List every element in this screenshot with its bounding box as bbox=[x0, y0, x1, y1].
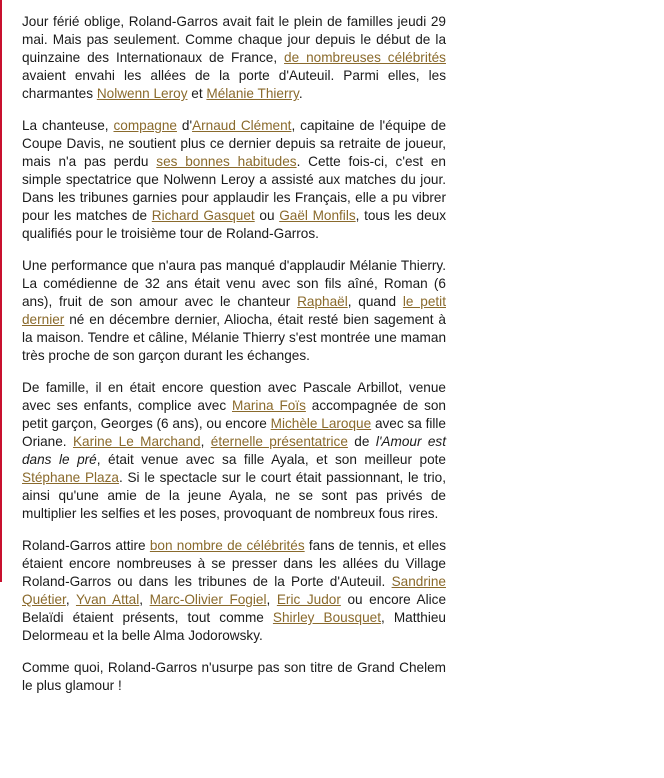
link-le-petit-dernier[interactable]: le petit dernier bbox=[22, 294, 446, 327]
link-eric-judor[interactable]: Eric Judor bbox=[276, 592, 341, 607]
link-gael-monfils[interactable]: Gaël Monfils bbox=[279, 208, 356, 223]
link-marc-olivier-fogiel[interactable]: Marc-Olivier Fogiel bbox=[149, 592, 267, 607]
paragraph-3 bbox=[22, 257, 446, 365]
paragraph-2 bbox=[22, 117, 446, 243]
link-melanie-thierry[interactable]: Mélanie Thierry bbox=[206, 86, 299, 101]
text-run: né en décembre dernier, Aliocha, était resté bien sagement à la maison. Tendre et câline, Mélanie Thierry s'est montrée une maman très proche de son garçon durant les échanges. bbox=[22, 312, 446, 363]
text-run: , quand bbox=[347, 294, 403, 309]
left-accent-rule bbox=[0, 0, 2, 582]
text-run: La chanteuse, bbox=[22, 118, 114, 133]
link-marina-fois[interactable]: Marina Foïs bbox=[232, 398, 306, 413]
text-run: Roland-Garros attire bbox=[22, 538, 150, 553]
text-run: , bbox=[139, 592, 150, 607]
paragraph-1 bbox=[22, 13, 446, 103]
text-run: avec sa fille Oriane. bbox=[22, 416, 446, 449]
text-run: fans de tennis, et elles étaient encore nombreuses à se presser dans les allées du Village Roland-Garros ou dans les tribunes de la Porte d'Auteuil. bbox=[22, 538, 447, 589]
link-bon-nombre-de-celebrites[interactable]: bon nombre de célébrités bbox=[149, 538, 305, 553]
text-run: , bbox=[65, 592, 76, 607]
link-richard-gasquet[interactable]: Richard Gasquet bbox=[151, 208, 255, 223]
paragraph-6 bbox=[22, 659, 446, 695]
text-run: Une performance que n'aura pas manqué d'applaudir Mélanie Thierry. La comédienne de 32 ans était venu avec son fils aîné, Roman (6 ans), fruit de son amour avec le chanteur bbox=[22, 258, 446, 309]
text-run: De famille, il en était encore question avec Pascale Arbillot, venue avec ses enfants, complice avec bbox=[22, 380, 446, 413]
text-run: . Cette fois-ci, c'est en simple spectatrice que Nolwenn Leroy a assisté aux matches du jour. Dans les tribunes garnies pour applaudir les Français, elle a pu vibrer pour les matches de bbox=[22, 154, 446, 223]
link-arnaud-clement[interactable]: Arnaud Clément bbox=[192, 118, 292, 133]
text-run: . bbox=[298, 86, 303, 101]
text-run: d' bbox=[176, 118, 193, 133]
show-title: l'Amour est dans le pré bbox=[22, 434, 446, 467]
link-shirley-bousquet[interactable]: Shirley Bousquet bbox=[272, 610, 381, 625]
text-run: et bbox=[187, 86, 207, 101]
link-de-nombreuses-celebrites[interactable]: de nombreuses célébrités bbox=[284, 50, 446, 65]
paragraph-5 bbox=[22, 537, 446, 645]
text-run: ou bbox=[254, 208, 280, 223]
text-run: , était venue avec sa fille Ayala, et son meilleur pote bbox=[96, 452, 446, 467]
article-body bbox=[22, 13, 446, 709]
link-yvan-attal[interactable]: Yvan Attal bbox=[75, 592, 140, 607]
link-ses-bonnes-habitudes[interactable]: ses bonnes habitudes bbox=[156, 154, 297, 169]
text-run: , tous les deux qualifiés pour le troisième tour de Roland-Garros. bbox=[22, 208, 446, 241]
link-raphael[interactable]: Raphaël bbox=[297, 294, 348, 309]
link-eternelle-presentatrice[interactable]: éternelle présentatrice bbox=[210, 434, 348, 449]
link-nolwenn-leroy[interactable]: Nolwenn Leroy bbox=[96, 86, 188, 101]
text-run: Jour férié oblige, Roland-Garros avait fait le plein de familles jeudi 29 mai. Mais pas seulement. Comme chaque jour depuis le début de la quinzaine des Internationaux de France, bbox=[22, 14, 446, 65]
text-run: , bbox=[266, 592, 277, 607]
link-compagne[interactable]: compagne bbox=[113, 118, 177, 133]
text-run: . Si le spectacle sur le court était passionnant, le trio, ainsi qu'une amie de la jeune Ayala, ne se sont pas privés de multiplier les selfies et les poses, provoquant de nombreux fous rires. bbox=[22, 470, 446, 521]
link-karine-le-marchand[interactable]: Karine Le Marchand bbox=[72, 434, 201, 449]
link-michele-laroque[interactable]: Michèle Laroque bbox=[270, 416, 372, 431]
paragraph-4 bbox=[22, 379, 446, 523]
text-run: ou encore Alice Belaïdi étaient présents, tout comme bbox=[22, 592, 447, 625]
text-run: Comme quoi, Roland-Garros n'usurpe pas son titre de Grand Chelem le plus glamour ! bbox=[22, 660, 446, 693]
text-run: de bbox=[347, 434, 376, 449]
text-run: , Matthieu Delormeau et la belle Alma Jodorowsky. bbox=[22, 610, 446, 643]
text-run: accompagnée de son petit garçon, Georges (6 ans), ou encore bbox=[22, 398, 446, 431]
link-stephane-plaza[interactable]: Stéphane Plaza bbox=[22, 470, 119, 485]
text-run: , bbox=[200, 434, 211, 449]
text-run: avaient envahi les allées de la porte d'Auteuil. Parmi elles, les charmantes bbox=[22, 68, 446, 101]
text-run: , capitaine de l'équipe de Coupe Davis, ne soutient plus ce dernier depuis sa retraite de joueur, mais n'a pas perdu bbox=[22, 118, 447, 169]
link-sandrine-quetier[interactable]: Sandrine Quétier bbox=[22, 574, 446, 607]
